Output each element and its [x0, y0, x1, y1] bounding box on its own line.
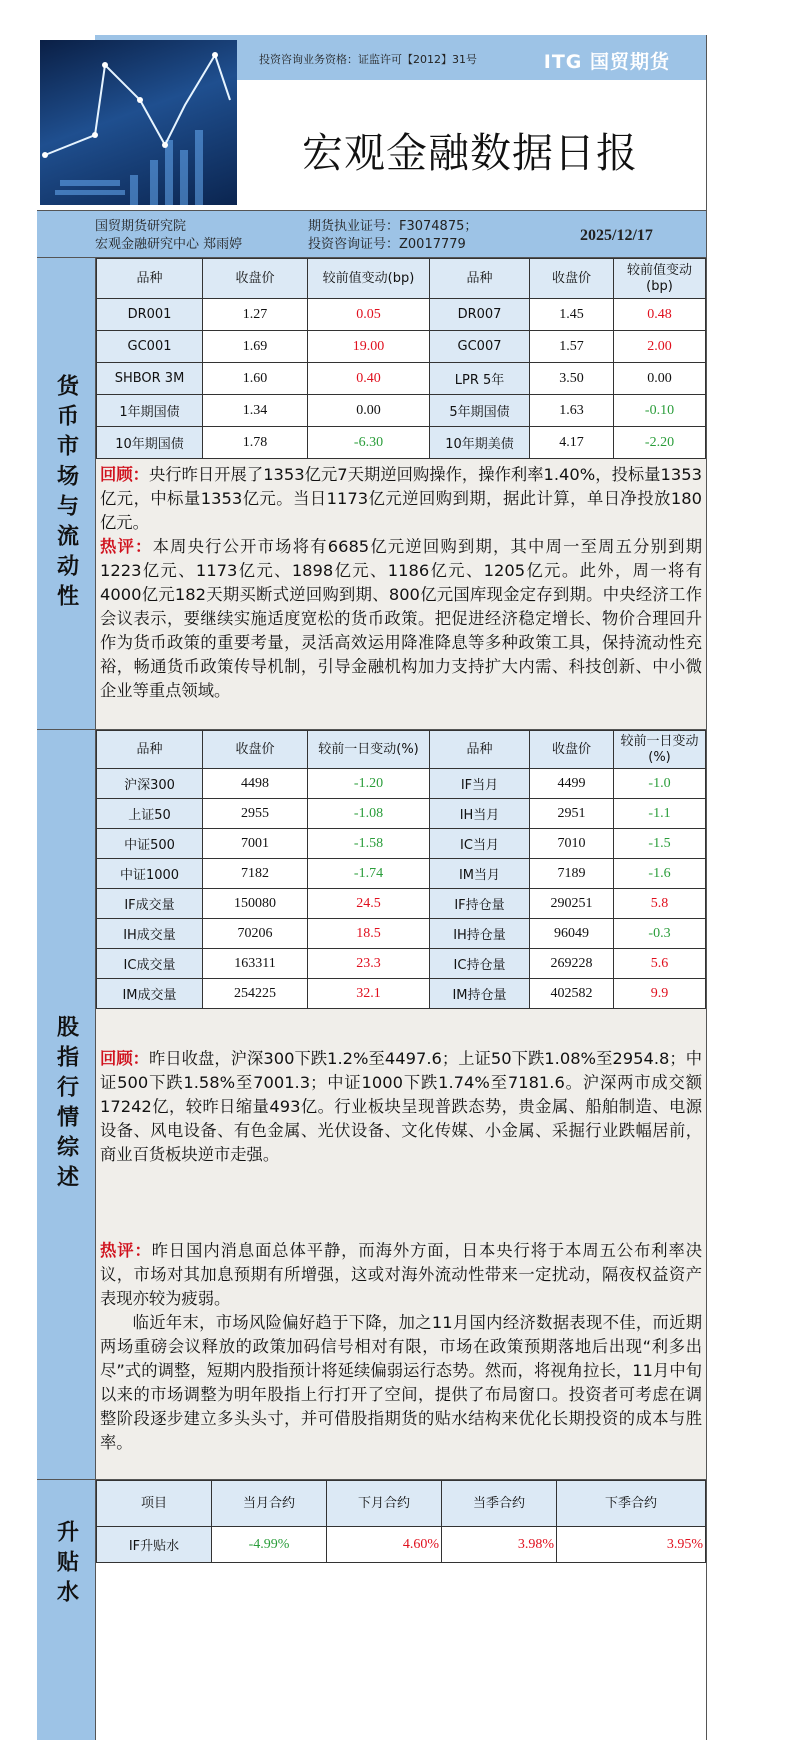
- change-cell: 0.00: [614, 363, 706, 395]
- table-header-row: [97, 1481, 706, 1527]
- change-cell: -0.10: [614, 395, 706, 427]
- value-cell: 290251: [530, 889, 614, 919]
- value-cell: 1.63: [530, 395, 614, 427]
- item-cell: DR007: [430, 299, 530, 331]
- change-cell: -1.1: [614, 799, 706, 829]
- column-header: 收盘价: [203, 731, 308, 769]
- item-cell: IF持仓量: [430, 889, 530, 919]
- item-cell: IF当月: [430, 769, 530, 799]
- change-cell: 19.00: [308, 331, 430, 363]
- equity-outlook: 临近年末，市场风险偏好趋于下降，加之11月国内经济数据表现不佳，而近期两场重磅会议释放的政策加码信号相对有限，市场在政策预期落地后出现“利多出尽”式的调整，短期内股指预计将延续偏弱运行态势。然而，将视角拉长，11月中旬以来的市场调整为明年股指上行打开了空间，提供了布局窗口。投资者可考虑在调整阶段逐步建立多头头寸，并可借股指期货的贴水结构来优化长期投资的成本与胜率。: [100, 1313, 703, 1452]
- column-header: 品种: [430, 259, 530, 299]
- section-label: 货币市场与流动性: [53, 373, 79, 614]
- table-header-row: [97, 259, 706, 299]
- equity-review: [96, 1009, 706, 1167]
- table-row: [97, 889, 706, 919]
- change-cell: 5.8: [614, 889, 706, 919]
- change-cell: 0.48: [614, 299, 706, 331]
- table-row: [97, 949, 706, 979]
- column-header: 收盘价: [530, 731, 614, 769]
- report-date: 2025/12/17: [580, 227, 653, 244]
- basis-table: [96, 1480, 706, 1563]
- table-header-row: [97, 731, 706, 769]
- change-cell: -2.20: [614, 427, 706, 459]
- column-header: 下月合约: [327, 1481, 442, 1527]
- value-cell: 1.27: [203, 299, 308, 331]
- change-cell: -0.3: [614, 919, 706, 949]
- review-label: 回顾：: [100, 465, 149, 484]
- change-cell: -1.58: [308, 829, 430, 859]
- column-header: 品种: [97, 259, 203, 299]
- column-header: 较前一日变动(%): [308, 731, 430, 769]
- column-header: 当月合约: [212, 1481, 327, 1527]
- item-cell: IF升贴水: [97, 1527, 212, 1563]
- futures-license: 期货执业证号：F3074875；: [308, 219, 478, 234]
- column-header: 当季合约: [442, 1481, 557, 1527]
- equity-comment: [96, 1167, 706, 1311]
- comment-label: 热评：: [100, 537, 153, 556]
- value-cell: 1.78: [203, 427, 308, 459]
- value-cell: 2951: [530, 799, 614, 829]
- change-cell: -1.5: [614, 829, 706, 859]
- money-review: [96, 459, 706, 703]
- item-cell: 中证1000: [97, 859, 203, 889]
- item-cell: IC当月: [430, 829, 530, 859]
- money-market-section: [37, 258, 706, 730]
- review-text: 央行昨日开展了1353亿元7天期逆回购操作，操作利率1.40%，投标量1353亿元，中标量1353亿元。当日1173亿元逆回购到期，据此计算，单日净投放180亿元。: [100, 465, 702, 532]
- table-row: [97, 979, 706, 1009]
- column-header: 品种: [430, 731, 530, 769]
- qualification-text: 投资咨询业务资格：证监许可【2012】31号: [259, 53, 477, 66]
- review-label: 回顾：: [100, 1049, 150, 1068]
- comment-text: 本周央行公开市场将有6685亿元逆回购到期，其中周一至周五分别到期1223亿元、1173亿元、1898亿元、1186亿元、1205亿元。此外，周一将有4000亿元182天期买断式逆回购到期、800亿元国库现金定存到期。中央经济工作会议表示，要继续实施适度宽松的货币政策。把促进经济稳定增长、物价合理回升作为货币政策的重要考量，灵活高效运用降准降息等多种政策工具，保持流动性充裕，畅通货币政策传导机制，引导金融机构加力支持扩大内需、科技创新、中小微企业等重点领域。: [100, 537, 702, 700]
- item-cell: 10年期国债: [97, 427, 203, 459]
- item-cell: SHBOR 3M: [97, 363, 203, 395]
- column-header: 较前值变动(bp): [308, 259, 430, 299]
- column-header: 下季合约: [557, 1481, 706, 1527]
- column-header: 品种: [97, 731, 203, 769]
- value-cell: 1.34: [203, 395, 308, 427]
- change-cell: 0.40: [308, 363, 430, 395]
- change-cell: 4.60%: [327, 1527, 442, 1563]
- stock-chart-image: [40, 40, 237, 205]
- table-row: [97, 363, 706, 395]
- item-cell: IM当月: [430, 859, 530, 889]
- column-header: 项目: [97, 1481, 212, 1527]
- value-cell: 7001: [203, 829, 308, 859]
- column-header: 较前值变动(bp): [614, 259, 706, 299]
- change-cell: 9.9: [614, 979, 706, 1009]
- change-cell: 5.6: [614, 949, 706, 979]
- value-cell: 7189: [530, 859, 614, 889]
- table-row: [97, 331, 706, 363]
- analyst-name: 宏观金融研究中心 郑雨婷: [95, 237, 243, 252]
- change-cell: 32.1: [308, 979, 430, 1009]
- item-cell: LPR 5年: [430, 363, 530, 395]
- value-cell: 1.60: [203, 363, 308, 395]
- item-cell: 10年期美债: [430, 427, 530, 459]
- value-cell: 163311: [203, 949, 308, 979]
- item-cell: DR001: [97, 299, 203, 331]
- report: [37, 35, 707, 1740]
- item-cell: GC001: [97, 331, 203, 363]
- change-cell: 0.00: [308, 395, 430, 427]
- table-row: [97, 427, 706, 459]
- change-cell: -1.74: [308, 859, 430, 889]
- table-row: [97, 829, 706, 859]
- org-name: 国贸期货研究院: [95, 219, 187, 234]
- value-cell: 269228: [530, 949, 614, 979]
- change-cell: -1.0: [614, 769, 706, 799]
- value-cell: 70206: [203, 919, 308, 949]
- change-cell: 0.05: [308, 299, 430, 331]
- value-cell: 3.50: [530, 363, 614, 395]
- comment-text: 昨日国内消息面总体平静，而海外方面，日本央行将于本周五公布利率决议，市场对其加息预期有所增强，这或对海外流动性带来一定扰动，隔夜权益资产表现亦较为疲弱。: [100, 1241, 702, 1308]
- column-header: 收盘价: [530, 259, 614, 299]
- change-cell: 18.5: [308, 919, 430, 949]
- value-cell: 1.45: [530, 299, 614, 331]
- company-logo: ITG 国贸期货: [543, 51, 670, 73]
- value-cell: 2955: [203, 799, 308, 829]
- value-cell: 1.57: [530, 331, 614, 363]
- value-cell: 4498: [203, 769, 308, 799]
- value-cell: 402582: [530, 979, 614, 1009]
- report-title: 宏观金融数据日报: [302, 129, 638, 177]
- item-cell: IC成交量: [97, 949, 203, 979]
- money-market-table: [96, 258, 706, 459]
- change-cell: 23.3: [308, 949, 430, 979]
- item-cell: IM成交量: [97, 979, 203, 1009]
- report-header: [37, 35, 706, 210]
- change-cell: -4.99%: [212, 1527, 327, 1563]
- table-row: [97, 799, 706, 829]
- change-cell: 3.95%: [557, 1527, 706, 1563]
- item-cell: GC007: [430, 331, 530, 363]
- basis-section: [37, 1480, 706, 1740]
- item-cell: 中证500: [97, 829, 203, 859]
- author-info: [37, 210, 706, 258]
- section-label: 升贴水: [53, 1520, 79, 1610]
- item-cell: 沪深300: [97, 769, 203, 799]
- value-cell: 96049: [530, 919, 614, 949]
- item-cell: IH成交量: [97, 919, 203, 949]
- change-cell: -1.08: [308, 799, 430, 829]
- equity-section: [37, 730, 706, 1480]
- column-header: 较前一日变动(%): [614, 731, 706, 769]
- comment-label: 热评：: [100, 1241, 152, 1260]
- review-text: 昨日收盘，沪深300下跌1.2%至4497.6；上证50下跌1.08%至2954.8；中证500下跌1.58%至7001.3；中证1000下跌1.74%至7181.6。沪深两市成交额17242亿，较昨日缩量493亿。行业板块呈现普跌态势，贵金属、船舶制造、电源设备、风电设备、有色金属、光伏设备、文化传媒、小金属、采掘行业跌幅居前，商业百货板块逆市走强。: [100, 1049, 702, 1164]
- value-cell: 7182: [203, 859, 308, 889]
- value-cell: 1.69: [203, 331, 308, 363]
- table-row: [97, 395, 706, 427]
- change-cell: -6.30: [308, 427, 430, 459]
- item-cell: 上证50: [97, 799, 203, 829]
- column-header: 收盘价: [203, 259, 308, 299]
- value-cell: 150080: [203, 889, 308, 919]
- table-row: [97, 859, 706, 889]
- item-cell: IH持仓量: [430, 919, 530, 949]
- value-cell: 4.17: [530, 427, 614, 459]
- item-cell: IH当月: [430, 799, 530, 829]
- value-cell: 4499: [530, 769, 614, 799]
- item-cell: IC持仓量: [430, 949, 530, 979]
- change-cell: 24.5: [308, 889, 430, 919]
- table-row: [97, 1527, 706, 1563]
- value-cell: 7010: [530, 829, 614, 859]
- change-cell: -1.20: [308, 769, 430, 799]
- table-row: [97, 299, 706, 331]
- equity-table: [96, 730, 706, 1009]
- item-cell: IF成交量: [97, 889, 203, 919]
- section-label: 股指行情综述: [53, 1014, 79, 1195]
- item-cell: IM持仓量: [430, 979, 530, 1009]
- change-cell: 2.00: [614, 331, 706, 363]
- change-cell: 3.98%: [442, 1527, 557, 1563]
- consulting-license: 投资咨询证号：Z0017779: [308, 237, 466, 252]
- item-cell: 5年期国债: [430, 395, 530, 427]
- table-row: [97, 919, 706, 949]
- value-cell: 254225: [203, 979, 308, 1009]
- item-cell: 1年期国债: [97, 395, 203, 427]
- table-row: [97, 769, 706, 799]
- change-cell: -1.6: [614, 859, 706, 889]
